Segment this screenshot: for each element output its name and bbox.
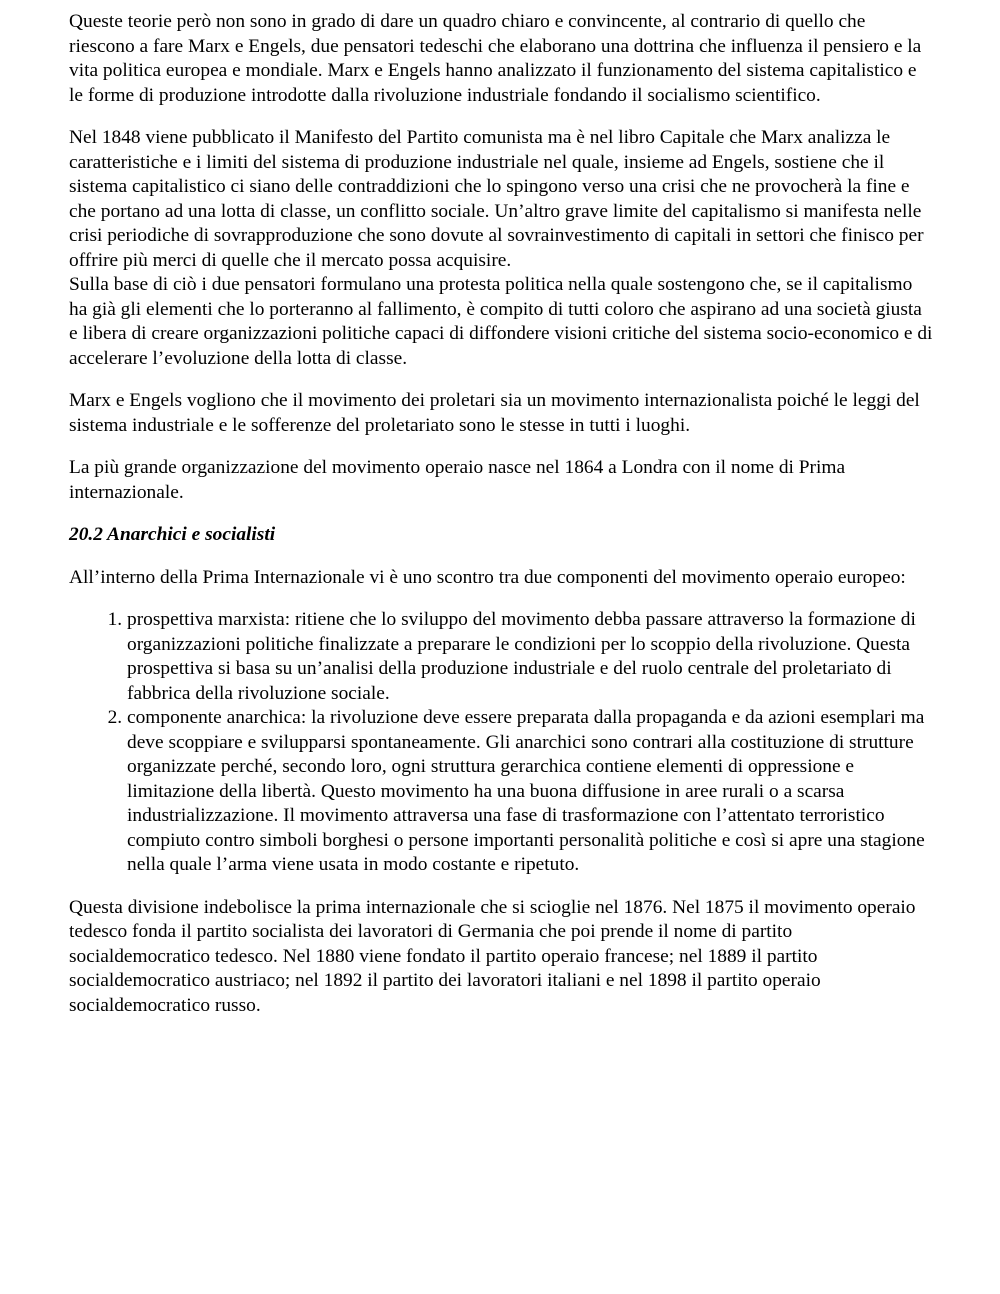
paragraph-marx-engels-intro: Queste teorie però non sono in grado di dare un quadro chiaro e convincente, al contrario di quello che riescono a fare Marx e Engels, due pensatori tedeschi che elaborano una dottrina che influenza il pensiero e la vita politica europea e mondiale. Marx e Engels hanno analizzato il funzionamento del sistema capitalistico e le forme di produzione introdotte dalla rivoluzione industriale fondando il socialismo scientifico. xyxy=(69,11,922,106)
paragraph-political-protest: Sulla base di ciò i due pensatori formulano una protesta politica nella quale sostengono che, se il capitalismo ha già gli elementi che lo porteranno al fallimento, è compito di tutti coloro che aspirano ad una società giusta e libera di creare organizzazioni politiche capaci di diffondere visioni critiche del sistema socio-economico e di accelerare l’evoluzione della lotta di classe. xyxy=(69,274,933,369)
paragraph-conflict-intro: All’interno della Prima Internazionale vi è uno scontro tra due componenti del movimento operaio europeo: xyxy=(69,566,906,588)
list-item-marxist: 1. prospettiva marxista: ritiene che lo sviluppo del movimento debba passare attraverso la formazione di organizzazioni politiche finalizzate a preparare le condizioni per lo scoppio della rivoluzione. Questa prospettiva si basa su un’analisi della produzione industriale e del ruolo centrale del proletariato di fabbrica della rivoluzione sociale. xyxy=(127,608,935,706)
paragraph-internationalism: Marx e Engels vogliono che il movimento dei proletari sia un movimento internazionalista poiché le leggi del sistema industriale e le sofferenze del proletariato sono le stesse in tutti i luoghi. xyxy=(69,390,920,436)
list-item-anarchist: 2. componente anarchica: la rivoluzione deve essere preparata dalla propaganda e da azioni esemplari ma deve scoppiare e svilupparsi spontaneamente. Gli anarchici sono contrari alla costituzione di strutture organizzate perché, secondo loro, ogni struttura gerarchica contiene elementi di oppressione e limitazione della libertà. Questo movimento ha una buona diffusione in aree rurali o a scarsa industrializzazione. Il movimento attraversa una fase di trasformazione con l’attentato terroristico compiuto contro simboli borghesi o persone importanti personalità politiche e così si apre una stagione nella quale l’arma viene usata in modo costante e ripetuto. xyxy=(127,706,935,878)
document-page xyxy=(69,10,935,1018)
section-heading: 20.2 Anarchici e socialisti xyxy=(69,524,276,545)
paragraph-first-international: La più grande organizzazione del movimento operaio nasce nel 1864 a Londra con il nome di Prima internazionale. xyxy=(69,457,846,503)
paragraph-division: Questa divisione indebolisce la prima internazionale che si scioglie nel 1876. Nel 1875 il movimento operaio tedesco fonda il partito socialista dei lavoratori di Germania che poi prende il nome di partito socialdemocratico tedesco. Nel 1880 viene fondato il partito operaio francese; nel 1889 il partito socialdemocratico austriaco; nel 1892 il partito dei lavoratori italiani e nel 1898 il partito operaio socialdemocratico russo. xyxy=(69,896,916,1016)
paragraph-manifesto: Nel 1848 viene pubblicato il Manifesto del Partito comunista ma è nel libro Capitale che Marx analizza le caratteristiche e i limiti del sistema di produzione industriale nel quale, insieme ad Engels, sostiene che il sistema capitalistico ci siano delle contraddizioni che lo spingono verso una crisi che ne provocherà la fine e che portano ad una lotta di classe, un conflitto sociale. Un’altro grave limite del capitalismo si manifesta nelle crisi periodiche di sovrapproduzione che sono dovute al sovrainvestimento di capitali in settori che finisco per offrire più merci di quelle che il mercato possa acquisire. xyxy=(69,127,924,271)
components-list xyxy=(69,608,935,878)
